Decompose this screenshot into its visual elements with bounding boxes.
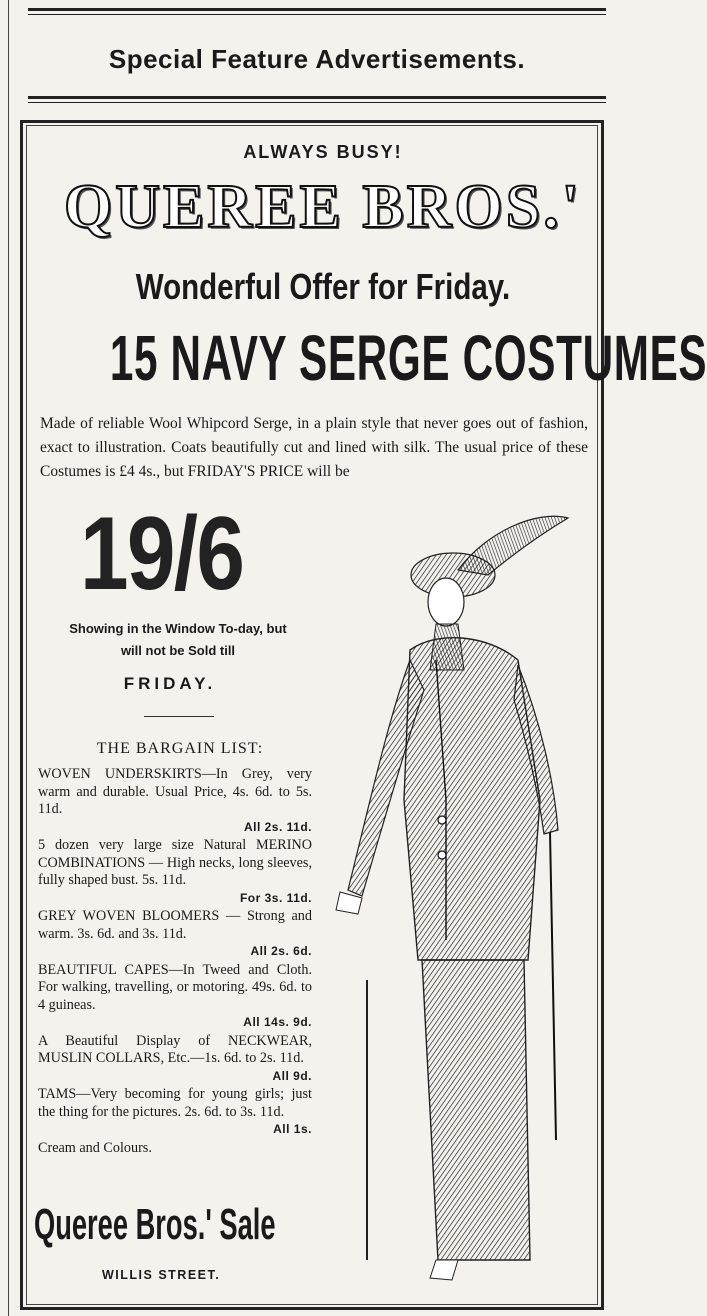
product-description: Made of reliable Wool Whipcord Serge, in a plain style that never goes out of fashion, exact to illustration. Coats beautifully cut and lined with silk. The usual price of these Costumes is £4 4s., but FRIDAY'S PRICE will be	[40, 415, 588, 480]
coat-button	[438, 851, 446, 859]
showing-line-2: will not be Sold till	[120, 643, 236, 658]
bargain-description: GREY WOVEN BLOOMERS — Strong and warm. 3s. 6d. and 3s. 11d.	[38, 908, 312, 942]
section-rule	[28, 96, 606, 99]
skirt	[422, 960, 530, 1260]
bargain-list	[38, 766, 312, 1158]
bargain-description: TAMS—Very becoming for young girls; just the thing for the pictures. 2s. 6d. to 3s. 11d.	[38, 1086, 312, 1120]
woman-costume-illustration	[318, 500, 588, 1300]
left-hand	[336, 892, 362, 914]
coat-button	[438, 816, 446, 824]
sale-price: 19/6	[80, 496, 244, 612]
offer-line: Wonderful Offer for Friday.	[135, 266, 511, 307]
footer-street: WILLIS STREET.	[102, 1268, 221, 1282]
headline: 15 NAVY SERGE COSTUMES	[109, 322, 707, 394]
bargain-price: For 3s. 11d.	[239, 890, 312, 905]
page-left-edge	[8, 0, 9, 1316]
walking-cane	[550, 832, 556, 1140]
brand-name: QUEREE BROS.'	[64, 173, 582, 241]
ad-kicker: ALWAYS BUSY!	[243, 142, 403, 162]
list-item	[38, 837, 312, 907]
footer-brand: Queree Bros.' Sale	[34, 1200, 276, 1249]
top-rule-thin	[28, 14, 606, 15]
shoe	[430, 1260, 458, 1280]
bargain-price: All 1s.	[273, 1122, 312, 1136]
showing-notice	[38, 618, 318, 662]
showing-line-1: Showing in the Window To-day, but	[69, 621, 287, 636]
bargain-price: All 2s. 6d.	[250, 944, 312, 958]
bargain-description: BEAUTIFUL CAPES—In Tweed and Cloth. For walking, travelling, or motoring. 49s. 6d. to 4 guineas.	[38, 961, 312, 1013]
bargain-description: A Beautiful Display of NECKWEAR, MUSLIN COLLARS, Etc.—1s. 6d. to 2s. 11d.	[38, 1032, 312, 1066]
list-item	[38, 962, 312, 1032]
divider	[144, 716, 214, 717]
top-rule	[28, 8, 606, 11]
list-item	[38, 1086, 312, 1139]
section-title: Special Feature Advertisements.	[108, 44, 526, 74]
bargain-description: WOVEN UNDERSKIRTS—In Grey, very warm and durable. Usual Price, 4s. 6d. to 5s. 11d.	[38, 766, 312, 817]
section-rule-thin	[28, 102, 606, 103]
list-item	[38, 908, 312, 961]
friday-label: FRIDAY.	[123, 674, 217, 693]
bargain-price: All 9d.	[272, 1068, 312, 1083]
head	[428, 578, 464, 626]
list-item	[38, 766, 312, 836]
list-item	[38, 1033, 312, 1086]
bargain-list-title: THE BARGAIN LIST:	[96, 740, 264, 757]
bargain-description: 5 dozen very large size Natural MERINO COMBINATIONS — High necks, long sleeves, fully shaped bust. 5s. 11d.	[38, 837, 312, 888]
bargain-price: All 2s. 11d.	[243, 819, 312, 834]
bargain-price: All 14s. 9d.	[243, 1015, 312, 1029]
cream-note: Cream and Colours.	[38, 1139, 152, 1156]
